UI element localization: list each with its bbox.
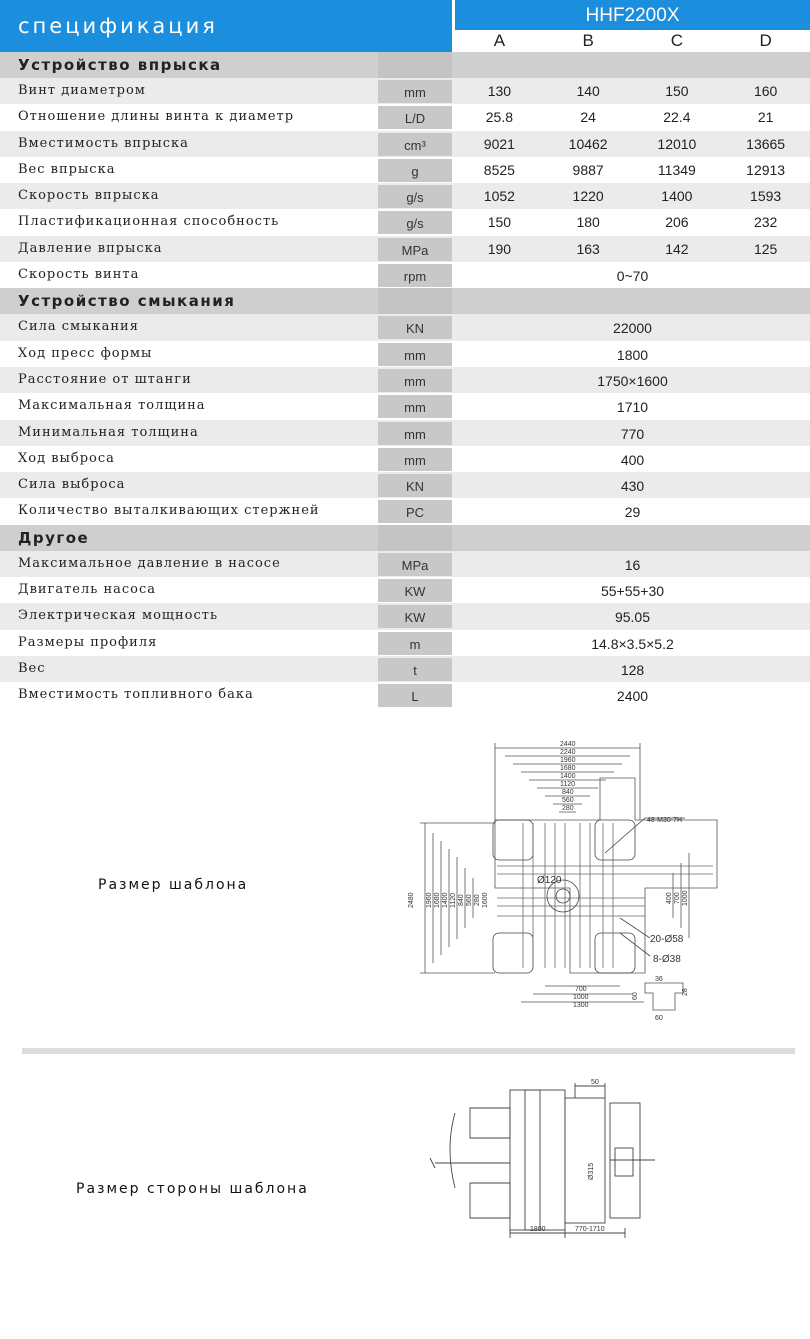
- spec-value: 1593: [750, 188, 782, 205]
- spec-label: Скорость винта: [18, 267, 140, 283]
- dim-right-1000: 1000: [682, 890, 689, 906]
- spec-value: 10462: [568, 135, 608, 152]
- spec-row: [0, 498, 810, 524]
- spec-row: [0, 420, 810, 446]
- spec-row: [0, 209, 810, 235]
- spec-label: Скорость впрыска: [18, 188, 160, 204]
- section-title: Устройство смыкания: [18, 292, 236, 311]
- side-dim-1800: 1800: [530, 1226, 546, 1233]
- spec-value: 232: [753, 214, 778, 231]
- spec-value: 130: [487, 83, 512, 99]
- label-center-bore: Ø120: [537, 875, 562, 886]
- spec-value: 12010: [657, 135, 697, 152]
- spec-row: [0, 314, 810, 340]
- spec-unit: m: [378, 632, 452, 655]
- column-c: C: [670, 31, 684, 50]
- spec-values: [455, 104, 810, 130]
- spec-value: 160: [753, 83, 778, 99]
- spec-label: Электрическая мощность: [18, 608, 219, 624]
- spec-value: 180: [576, 214, 600, 231]
- spec-values: [455, 236, 810, 262]
- platen-drawing-caption: Размер шаблона: [98, 877, 249, 893]
- spec-label: Размеры профиля: [18, 634, 158, 650]
- spec-value: 128: [620, 661, 645, 678]
- spec-unit: g/s: [378, 211, 452, 234]
- spec-unit: KN: [378, 474, 452, 497]
- spec-unit: mm: [378, 80, 452, 103]
- spec-unit: MPa: [378, 553, 452, 576]
- spec-label: Вместимость топливного бака: [18, 687, 254, 703]
- spec-unit: cm³: [378, 133, 452, 156]
- spec-value: 9021: [483, 135, 515, 152]
- spec-value: 22.4: [663, 109, 691, 126]
- spec-value: 9887: [572, 161, 604, 178]
- spec-label: Вместимость впрыска: [18, 135, 189, 151]
- spec-values: [455, 183, 810, 209]
- side-drawing-caption: Размер стороны шаблона: [76, 1181, 309, 1197]
- spec-row: [0, 367, 810, 393]
- dim-bottom-1300: 1300: [573, 1002, 589, 1009]
- spec-value: 150: [665, 83, 689, 99]
- spec-value: 190: [487, 240, 512, 257]
- spec-row: [0, 472, 810, 498]
- spec-value: 140: [576, 83, 600, 99]
- dim-bottom-1000: 1000: [573, 994, 589, 1001]
- spec-value: 400: [620, 451, 645, 468]
- spec-label: Вес: [18, 660, 46, 676]
- label-holes-58: 20-Ø58: [650, 934, 684, 945]
- spec-value: 55+55+30: [600, 583, 665, 600]
- section-header: [0, 288, 810, 314]
- dim-right-700: 700: [674, 892, 681, 904]
- spec-unit: L/D: [378, 106, 452, 129]
- spec-value: 13665: [746, 135, 786, 152]
- slot-dim-36: 36: [655, 976, 663, 983]
- spec-row: [0, 682, 810, 708]
- dim-left-2480: 2480: [408, 892, 415, 908]
- column-d: D: [759, 31, 772, 50]
- section-header: [0, 525, 810, 551]
- spec-header: [0, 0, 810, 52]
- label-holes-38: 8-Ø38: [653, 954, 681, 965]
- spec-values: [455, 209, 810, 235]
- dim-left-1600: 1600: [482, 892, 489, 908]
- dim-left-1120: 1120: [450, 892, 457, 908]
- spec-value: 206: [665, 214, 689, 231]
- spec-label: Сила смыкания: [18, 319, 139, 335]
- spec-unit: mm: [378, 422, 452, 445]
- spec-value: 16: [624, 556, 641, 573]
- spec-unit: t: [378, 658, 452, 681]
- spec-label: Сила выброса: [18, 477, 126, 493]
- spec-label: Минимальная толщина: [18, 424, 199, 440]
- spec-value: 25.8: [485, 109, 513, 126]
- spec-value: 1710: [616, 399, 649, 416]
- spec-row: [0, 157, 810, 183]
- spec-label: Отношение длины винта к диаметр: [18, 109, 295, 125]
- spec-title: спецификация: [0, 0, 452, 52]
- spec-label: Винт диаметром: [18, 83, 146, 98]
- spec-unit: mm: [378, 395, 452, 418]
- dim-2240: 2240: [560, 749, 576, 756]
- section-title: Устройство впрыска: [18, 56, 222, 74]
- spec-unit: g: [378, 159, 452, 182]
- spec-row: [0, 78, 810, 104]
- spec-row: [0, 262, 810, 288]
- spec-value: 163: [576, 240, 600, 257]
- spec-value: 125: [753, 240, 778, 257]
- spec-unit: mm: [378, 343, 452, 366]
- side-dim-50: 50: [591, 1079, 599, 1086]
- spec-label: Ход пресс формы: [18, 345, 153, 361]
- section-title: Другое: [18, 528, 90, 547]
- dim-left-1680: 1680: [434, 892, 441, 908]
- spec-row: [0, 236, 810, 262]
- dim-1680: 1680: [560, 765, 576, 772]
- spec-row: [0, 577, 810, 603]
- spec-label: Максимальное давление в насосе: [18, 555, 281, 571]
- spec-unit: MPa: [378, 238, 452, 261]
- spec-value: 22000: [613, 320, 652, 337]
- spec-value: 8525: [483, 161, 515, 178]
- spec-label: Ход выброса: [18, 450, 115, 466]
- spec-row: [0, 393, 810, 419]
- spec-row: [0, 446, 810, 472]
- spec-values: [455, 131, 810, 157]
- dim-left-1400: 1400: [442, 892, 449, 908]
- spec-value: 770: [620, 425, 645, 442]
- dim-left-280: 280: [474, 894, 481, 906]
- spec-label: Вес впрыска: [18, 161, 116, 177]
- platen-drawing: [405, 738, 805, 1038]
- dim-560: 560: [562, 797, 574, 804]
- spec-unit: KN: [378, 316, 452, 339]
- slot-dim-28: 28: [682, 988, 689, 996]
- model-name: HHF2200X: [455, 0, 810, 30]
- dim-1400: 1400: [560, 773, 576, 780]
- spec-label: Количество выталкивающих стержней: [18, 503, 320, 519]
- spec-label: Пластификационная способность: [18, 214, 280, 230]
- spec-value: 1400: [661, 188, 693, 205]
- section-header: [0, 52, 810, 78]
- spec-value: 14.8×3.5×5.2: [591, 635, 674, 652]
- spec-row: [0, 104, 810, 130]
- spec-label: Двигатель насоса: [18, 582, 157, 598]
- spec-value: 1750×1600: [597, 372, 668, 389]
- spec-label: Давление впрыска: [18, 240, 163, 256]
- spec-row: [0, 656, 810, 682]
- dim-1120: 1120: [560, 781, 576, 788]
- spec-value: 21: [757, 109, 774, 126]
- spec-unit: mm: [378, 369, 452, 392]
- spec-value: 1052: [483, 188, 515, 205]
- spec-values: [455, 78, 810, 104]
- spec-value: 150: [487, 214, 512, 231]
- dim-2440: 2440: [560, 741, 576, 748]
- spec-unit: mm: [378, 448, 452, 471]
- spec-value: 24: [580, 109, 596, 126]
- spec-unit: PC: [378, 500, 452, 523]
- spec-row: [0, 603, 810, 629]
- spec-row: [0, 183, 810, 209]
- spec-value: 12913: [746, 161, 786, 178]
- spec-unit: g/s: [378, 185, 452, 208]
- slot-dim-60-bottom: 60: [655, 1015, 663, 1022]
- slot-dim-60-left: 60: [632, 992, 639, 1000]
- dim-bottom-700: 700: [575, 986, 587, 993]
- spec-value: 1800: [616, 346, 649, 363]
- dim-left-840: 840: [458, 894, 465, 906]
- side-drawing: [415, 1068, 675, 1248]
- dim-280: 280: [562, 805, 574, 812]
- dim-840: 840: [562, 789, 574, 796]
- section-divider: [22, 1048, 795, 1054]
- dim-left-560: 560: [466, 894, 473, 906]
- label-m30: 48-M30-7H: [647, 817, 683, 824]
- spec-sections: [0, 52, 810, 709]
- side-dim-bore: Ø315: [588, 1162, 595, 1180]
- spec-value: 142: [665, 240, 689, 257]
- spec-label: Расстояние от штанги: [18, 371, 192, 387]
- spec-row: [0, 341, 810, 367]
- dim-right-400: 400: [666, 892, 673, 904]
- variant-columns: [455, 30, 810, 52]
- spec-value: 11349: [657, 161, 696, 178]
- spec-value: 0~70: [616, 268, 649, 285]
- side-dim-770-1710: 770-1710: [575, 1226, 605, 1233]
- spec-value: 29: [624, 504, 641, 521]
- spec-unit: KW: [378, 605, 452, 628]
- section-unit-cell: [378, 525, 452, 551]
- spec-value: 95.05: [614, 609, 651, 626]
- spec-row: [0, 630, 810, 656]
- spec-values: [455, 157, 810, 183]
- section-unit-cell: [378, 288, 452, 314]
- dim-left-1960: 1960: [426, 892, 433, 908]
- spec-value: 2400: [616, 688, 649, 705]
- spec-value: 1220: [572, 188, 604, 205]
- dim-1960: 1960: [560, 757, 576, 764]
- column-b: B: [582, 31, 594, 50]
- section-unit-cell: [378, 52, 452, 78]
- spec-row: [0, 551, 810, 577]
- spec-value: 430: [620, 478, 645, 495]
- column-a: A: [493, 31, 506, 50]
- spec-label: Максимальная толщина: [18, 398, 206, 414]
- spec-unit: rpm: [378, 264, 452, 287]
- spec-row: [0, 131, 810, 157]
- spec-unit: L: [378, 684, 452, 707]
- spec-unit: KW: [378, 579, 452, 602]
